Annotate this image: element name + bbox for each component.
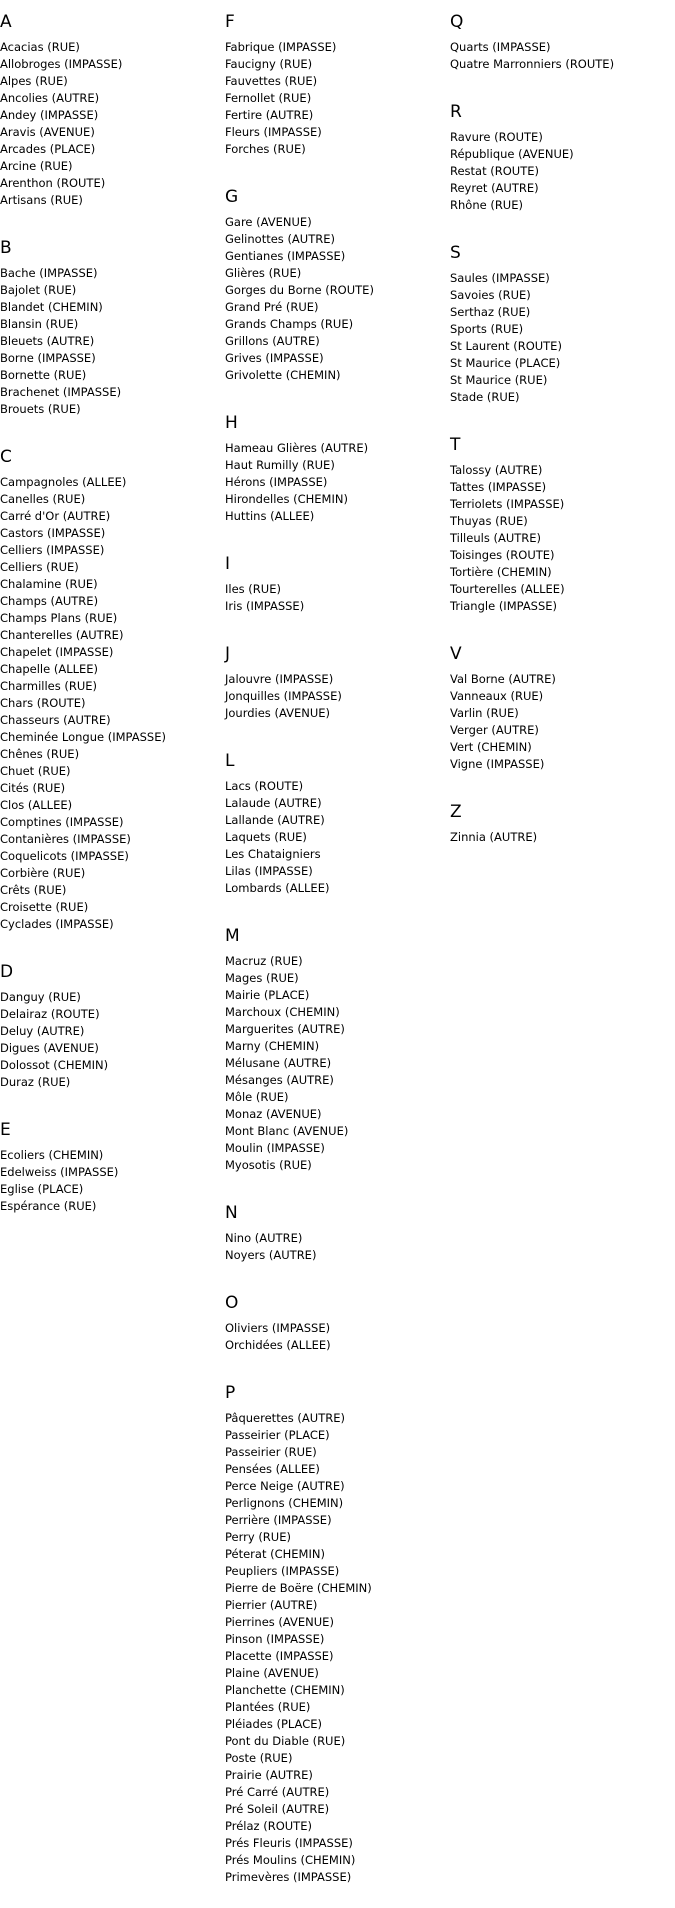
- street-link[interactable]: Thuyas (RUE): [450, 514, 528, 528]
- street-link[interactable]: Chars (ROUTE): [0, 696, 86, 710]
- street-link[interactable]: Cheminée Longue (IMPASSE): [0, 730, 166, 744]
- street-link[interactable]: Plantées (RUE): [225, 1700, 311, 1714]
- street-link[interactable]: Allobroges (IMPASSE): [0, 57, 123, 71]
- letter-heading: D: [0, 962, 14, 982]
- letter-section-a: [0, 0, 225, 226]
- street-link[interactable]: Sports (RUE): [450, 322, 524, 336]
- street-link[interactable]: Prairie (AUTRE): [225, 1768, 313, 1782]
- street-link[interactable]: Lilas (IMPASSE): [225, 864, 313, 878]
- street-link[interactable]: Grillons (AUTRE): [225, 334, 320, 348]
- letter-heading: J: [225, 644, 231, 664]
- street-link[interactable]: Laquets (RUE): [225, 830, 307, 844]
- letter-section-p: [225, 1371, 450, 1903]
- street-link[interactable]: Chuet (RUE): [0, 764, 71, 778]
- street-link[interactable]: Gentianes (IMPASSE): [225, 249, 346, 263]
- street-link[interactable]: Chapelet (IMPASSE): [0, 645, 114, 659]
- street-link[interactable]: Gare (AVENUE): [225, 215, 312, 229]
- street-link[interactable]: Pont du Diable (RUE): [225, 1734, 346, 1748]
- street-link[interactable]: Haut Rumilly (RUE): [225, 458, 335, 472]
- street-link[interactable]: Mont Blanc (AVENUE): [225, 1124, 349, 1138]
- street-link[interactable]: Pensées (ALLEE): [225, 1462, 320, 1476]
- street-link[interactable]: Blandet (CHEMIN): [0, 300, 103, 314]
- street-link[interactable]: Mages (RUE): [225, 971, 299, 985]
- letter-heading: A: [0, 12, 12, 32]
- letter-heading: Q: [450, 12, 464, 32]
- street-link[interactable]: Aravis (AVENUE): [0, 125, 95, 139]
- street-link[interactable]: Stade (RUE): [450, 390, 520, 404]
- street-link[interactable]: Digues (AVENUE): [0, 1041, 99, 1055]
- street-link[interactable]: Celliers (RUE): [0, 560, 79, 574]
- street-link[interactable]: St Maurice (RUE): [450, 373, 548, 387]
- street-link[interactable]: Charmilles (RUE): [0, 679, 98, 693]
- street-link[interactable]: Duraz (RUE): [0, 1075, 71, 1089]
- street-link[interactable]: Ancolies (AUTRE): [0, 91, 100, 105]
- street-link[interactable]: Edelweiss (IMPASSE): [0, 1165, 119, 1179]
- street-link[interactable]: Clos (ALLEE): [0, 798, 73, 812]
- street-link[interactable]: Contanières (IMPASSE): [0, 832, 131, 846]
- street-link[interactable]: Ravure (ROUTE): [450, 130, 543, 144]
- street-link[interactable]: Lalaude (AUTRE): [225, 796, 322, 810]
- street-link[interactable]: Macruz (RUE): [225, 954, 303, 968]
- street-link[interactable]: Castors (IMPASSE): [0, 526, 106, 540]
- street-link[interactable]: Vanneaux (RUE): [450, 689, 544, 703]
- street-link[interactable]: Bleuets (AUTRE): [0, 334, 95, 348]
- street-link[interactable]: Dolossot (CHEMIN): [0, 1058, 109, 1072]
- street-link[interactable]: Mairie (PLACE): [225, 988, 310, 1002]
- letter-section-v: [450, 632, 675, 790]
- street-link[interactable]: Grives (IMPASSE): [225, 351, 324, 365]
- letter-section-j: [225, 632, 450, 739]
- street-link[interactable]: Orchidées (ALLEE): [225, 1338, 331, 1352]
- street-link[interactable]: Campagnoles (ALLEE): [0, 475, 127, 489]
- street-link[interactable]: Delairaz (ROUTE): [0, 1007, 100, 1021]
- street-link[interactable]: Prélaz (ROUTE): [225, 1819, 312, 1833]
- letter-section-l: [225, 739, 450, 914]
- street-link[interactable]: Champs Plans (RUE): [0, 611, 118, 625]
- letter-section-r: [450, 90, 675, 231]
- letter-heading: T: [450, 435, 461, 455]
- street-link[interactable]: Pré Soleil (AUTRE): [225, 1802, 330, 1816]
- street-link[interactable]: Pâquerettes (AUTRE): [225, 1411, 345, 1425]
- street-link[interactable]: Pinson (IMPASSE): [225, 1632, 325, 1646]
- street-link[interactable]: Glières (RUE): [225, 266, 302, 280]
- street-link[interactable]: Triangle (IMPASSE): [450, 599, 558, 613]
- letter-heading: S: [450, 243, 461, 263]
- street-link[interactable]: Planchette (CHEMIN): [225, 1683, 345, 1697]
- street-link[interactable]: Bache (IMPASSE): [0, 266, 98, 280]
- street-link[interactable]: Blansin (RUE): [0, 317, 79, 331]
- street-link[interactable]: Ecoliers (CHEMIN): [0, 1148, 104, 1162]
- street-link[interactable]: Marchoux (CHEMIN): [225, 1005, 340, 1019]
- street-link[interactable]: Moulin (IMPASSE): [225, 1141, 325, 1155]
- letter-section-c: [0, 435, 225, 950]
- street-link[interactable]: Gelinottes (AUTRE): [225, 232, 335, 246]
- street-link[interactable]: Lallande (AUTRE): [225, 813, 325, 827]
- street-link[interactable]: Quarts (IMPASSE): [450, 40, 551, 54]
- letter-section-o: [225, 1281, 450, 1371]
- street-link[interactable]: Les Chataigniers: [225, 847, 321, 861]
- street-link[interactable]: Péterat (CHEMIN): [225, 1547, 325, 1561]
- street-link[interactable]: Crêts (RUE): [0, 883, 67, 897]
- street-link[interactable]: Brachenet (IMPASSE): [0, 385, 122, 399]
- street-link[interactable]: Noyers (AUTRE): [225, 1248, 317, 1262]
- street-link[interactable]: Vert (CHEMIN): [450, 740, 532, 754]
- street-link[interactable]: St Maurice (PLACE): [450, 356, 561, 370]
- letter-heading: H: [225, 413, 238, 433]
- letter-heading: P: [225, 1383, 236, 1403]
- street-link[interactable]: Iles (RUE): [225, 582, 281, 596]
- street-link[interactable]: Plaine (AVENUE): [225, 1666, 319, 1680]
- letter-heading: M: [225, 926, 240, 946]
- street-link[interactable]: Tilleuls (AUTRE): [450, 531, 542, 545]
- letter-heading: N: [225, 1203, 238, 1223]
- street-link[interactable]: Tortière (CHEMIN): [450, 565, 552, 579]
- street-link[interactable]: Savoies (RUE): [450, 288, 531, 302]
- letter-section-e: [0, 1108, 225, 1232]
- street-link[interactable]: Forches (RUE): [225, 142, 306, 156]
- street-link[interactable]: Saules (IMPASSE): [450, 271, 550, 285]
- index-column-3: [450, 0, 675, 863]
- street-link[interactable]: Grivolette (CHEMIN): [225, 368, 341, 382]
- letter-section-h: [225, 401, 450, 542]
- street-link[interactable]: Nino (AUTRE): [225, 1231, 303, 1245]
- street-link[interactable]: Chênes (RUE): [0, 747, 80, 761]
- street-link[interactable]: Bajolet (RUE): [0, 283, 77, 297]
- street-link[interactable]: Pierre de Boëre (CHEMIN): [225, 1581, 372, 1595]
- street-link[interactable]: Perlignons (CHEMIN): [225, 1496, 344, 1510]
- street-link[interactable]: Arcine (RUE): [0, 159, 73, 173]
- letter-heading: L: [225, 751, 235, 771]
- street-link[interactable]: Hérons (IMPASSE): [225, 475, 328, 489]
- street-link[interactable]: Verger (AUTRE): [450, 723, 539, 737]
- street-link[interactable]: Rhône (RUE): [450, 198, 523, 212]
- street-link[interactable]: Carré d'Or (AUTRE): [0, 509, 111, 523]
- street-link[interactable]: Champs (AUTRE): [0, 594, 99, 608]
- street-link[interactable]: Bornette (RUE): [0, 368, 87, 382]
- street-link[interactable]: Andey (IMPASSE): [0, 108, 99, 122]
- street-link[interactable]: Chanterelles (AUTRE): [0, 628, 124, 642]
- letter-section-t: [450, 423, 675, 632]
- letter-heading: O: [225, 1293, 239, 1313]
- street-link[interactable]: Val Borne (AUTRE): [450, 672, 556, 686]
- street-link[interactable]: Passeirier (RUE): [225, 1445, 317, 1459]
- letter-section-d: [0, 950, 225, 1108]
- street-link[interactable]: Croisette (RUE): [0, 900, 89, 914]
- letter-heading: B: [0, 238, 12, 258]
- street-link[interactable]: Gorges du Borne (ROUTE): [225, 283, 374, 297]
- index-column-2: [225, 0, 450, 1903]
- street-link[interactable]: Chapelle (ALLEE): [0, 662, 99, 676]
- street-link[interactable]: Hameau Glières (AUTRE): [225, 441, 369, 455]
- letter-heading: E: [0, 1120, 11, 1140]
- letter-section-g: [225, 175, 450, 401]
- street-link[interactable]: Zinnia (AUTRE): [450, 830, 538, 844]
- street-link[interactable]: Pré Carré (AUTRE): [225, 1785, 330, 1799]
- street-link[interactable]: Perce Neige (AUTRE): [225, 1479, 345, 1493]
- street-link[interactable]: Marguerites (AUTRE): [225, 1022, 345, 1036]
- street-link[interactable]: Danguy (RUE): [0, 990, 81, 1004]
- street-link[interactable]: Iris (IMPASSE): [225, 599, 305, 613]
- street-link[interactable]: Tourterelles (ALLEE): [450, 582, 565, 596]
- street-link[interactable]: Fauvettes (RUE): [225, 74, 318, 88]
- street-link[interactable]: Chasseurs (AUTRE): [0, 713, 111, 727]
- street-link[interactable]: Terriolets (IMPASSE): [450, 497, 565, 511]
- street-link[interactable]: Vigne (IMPASSE): [450, 757, 545, 771]
- street-link[interactable]: Grand Pré (RUE): [225, 300, 319, 314]
- street-link[interactable]: Myosotis (RUE): [225, 1158, 312, 1172]
- street-link[interactable]: Artisans (RUE): [0, 193, 83, 207]
- street-link[interactable]: Arcades (PLACE): [0, 142, 96, 156]
- street-link[interactable]: Comptines (IMPASSE): [0, 815, 124, 829]
- street-link[interactable]: Acacias (RUE): [0, 40, 80, 54]
- street-link[interactable]: Toisinges (ROUTE): [450, 548, 555, 562]
- street-link[interactable]: Restat (ROUTE): [450, 164, 539, 178]
- street-link[interactable]: Monaz (AVENUE): [225, 1107, 322, 1121]
- letter-section-f: [225, 0, 450, 175]
- letter-heading: G: [225, 187, 239, 207]
- letter-section-i: [225, 542, 450, 632]
- street-link[interactable]: Talossy (AUTRE): [450, 463, 543, 477]
- street-link[interactable]: Pléiades (PLACE): [225, 1717, 323, 1731]
- street-link[interactable]: Mélusane (AUTRE): [225, 1056, 332, 1070]
- street-link[interactable]: Corbière (RUE): [0, 866, 86, 880]
- street-link[interactable]: Mésanges (AUTRE): [225, 1073, 334, 1087]
- street-link[interactable]: Tattes (IMPASSE): [450, 480, 547, 494]
- street-link[interactable]: Prés Moulins (CHEMIN): [225, 1853, 356, 1867]
- street-link[interactable]: Peupliers (IMPASSE): [225, 1564, 340, 1578]
- letter-section-m: [225, 914, 450, 1191]
- street-link[interactable]: Fernollet (RUE): [225, 91, 312, 105]
- street-link[interactable]: Fertire (AUTRE): [225, 108, 314, 122]
- street-link[interactable]: Fleurs (IMPASSE): [225, 125, 322, 139]
- street-link[interactable]: Canelles (RUE): [0, 492, 86, 506]
- street-link[interactable]: Pierrier (AUTRE): [225, 1598, 318, 1612]
- letter-section-q: [450, 0, 675, 90]
- street-link[interactable]: Grands Champs (RUE): [225, 317, 354, 331]
- letter-heading: F: [225, 12, 235, 32]
- letter-section-b: [0, 226, 225, 435]
- index-column-1: [0, 0, 225, 1232]
- street-link[interactable]: Hirondelles (CHEMIN): [225, 492, 348, 506]
- street-link[interactable]: St Laurent (ROUTE): [450, 339, 562, 353]
- letter-heading: C: [0, 447, 12, 467]
- street-link[interactable]: Serthaz (RUE): [450, 305, 531, 319]
- street-link[interactable]: Primevères (IMPASSE): [225, 1870, 352, 1884]
- street-link[interactable]: Môle (RUE): [225, 1090, 289, 1104]
- street-link[interactable]: Cités (RUE): [0, 781, 66, 795]
- street-link[interactable]: Jalouvre (IMPASSE): [225, 672, 334, 686]
- street-link[interactable]: Espérance (RUE): [0, 1199, 97, 1213]
- street-link[interactable]: Passeirier (PLACE): [225, 1428, 330, 1442]
- letter-heading: Z: [450, 802, 462, 822]
- street-link[interactable]: République (AVENUE): [450, 147, 574, 161]
- street-link[interactable]: Celliers (IMPASSE): [0, 543, 105, 557]
- street-link[interactable]: Jourdies (AVENUE): [225, 706, 330, 720]
- street-link[interactable]: Perrière (IMPASSE): [225, 1513, 332, 1527]
- letter-section-n: [225, 1191, 450, 1281]
- street-link[interactable]: Deluy (AUTRE): [0, 1024, 85, 1038]
- street-link[interactable]: Placette (IMPASSE): [225, 1649, 334, 1663]
- street-link[interactable]: Coquelicots (IMPASSE): [0, 849, 129, 863]
- street-link[interactable]: Oliviers (IMPASSE): [225, 1321, 331, 1335]
- street-link[interactable]: Perry (RUE): [225, 1530, 291, 1544]
- street-link[interactable]: Jonquilles (IMPASSE): [225, 689, 342, 703]
- letter-section-s: [450, 231, 675, 423]
- street-link[interactable]: Marny (CHEMIN): [225, 1039, 320, 1053]
- letter-heading: I: [225, 554, 231, 574]
- street-link[interactable]: Poste (RUE): [225, 1751, 293, 1765]
- street-link[interactable]: Quatre Marronniers (ROUTE): [450, 57, 615, 71]
- street-link[interactable]: Lacs (ROUTE): [225, 779, 304, 793]
- street-link[interactable]: Alpes (RUE): [0, 74, 68, 88]
- street-link[interactable]: Prés Fleuris (IMPASSE): [225, 1836, 353, 1850]
- street-link[interactable]: Fabrique (IMPASSE): [225, 40, 337, 54]
- street-link[interactable]: Varlin (RUE): [450, 706, 519, 720]
- street-link[interactable]: Lombards (ALLEE): [225, 881, 330, 895]
- street-link[interactable]: Eglise (PLACE): [0, 1182, 84, 1196]
- street-link[interactable]: Borne (IMPASSE): [0, 351, 96, 365]
- street-link[interactable]: Brouets (RUE): [0, 402, 81, 416]
- street-link[interactable]: Faucigny (RUE): [225, 57, 313, 71]
- street-link[interactable]: Chalamine (RUE): [0, 577, 98, 591]
- street-link[interactable]: Huttins (ALLEE): [225, 509, 315, 523]
- letter-section-z: [450, 790, 675, 863]
- street-link[interactable]: Cyclades (IMPASSE): [0, 917, 114, 931]
- street-link[interactable]: Pierrines (AVENUE): [225, 1615, 334, 1629]
- street-link[interactable]: Arenthon (ROUTE): [0, 176, 106, 190]
- letter-heading: V: [450, 644, 462, 664]
- street-link[interactable]: Reyret (AUTRE): [450, 181, 539, 195]
- letter-heading: R: [450, 102, 462, 122]
